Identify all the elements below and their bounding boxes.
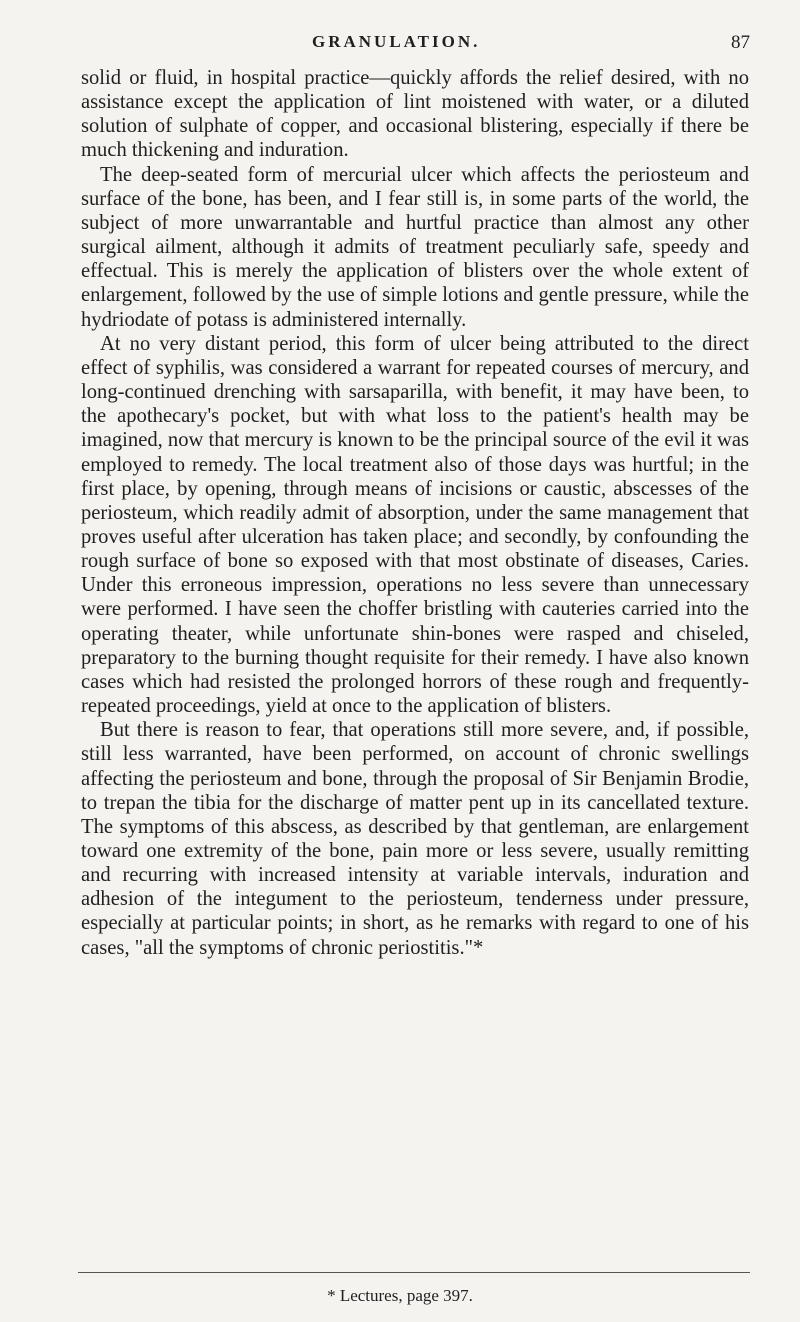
footnote-rule: [78, 1272, 750, 1273]
running-head: [0, 32, 800, 58]
page-number: 87: [731, 32, 750, 53]
footnote: * Lectures, page 397.: [327, 1286, 473, 1305]
paragraph: solid or fluid, in hospital practice—quickly affords the relief desired, with no assistance except the application of lint moistened with water, or a diluted solution of sulphate of copper, and occasional blistering, especially if there be much thickening and induration.: [81, 67, 749, 162]
paragraph: The deep-seated form of mercurial ulcer which affects the periosteum and surface of the bone, has been, and I fear still is, in some parts of the world, the subject of more unwarrantable and hurtful practice than almost any other surgical ailment, although it admits of treatment peculiarly safe, speedy and effectual. This is merely the application of blisters over the whole extent of enlargement, followed by the use of simple lotions and gentle pressure, while the hydriodate of potass is administered internally.: [81, 163, 749, 331]
paragraph: But there is reason to fear, that operations still more severe, and, if possible, still less warranted, have been performed, on account of chronic swellings affecting the periosteum and bone, through the proposal of Sir Benjamin Brodie, to trepan the tibia for the discharge of matter pent up in its cancellated texture. The symptoms of this abscess, as described by that gentleman, are enlargement toward one extremity of the bone, pain more or less severe, usually remitting and recurring with increased intensity at variable intervals, induration and adhesion of the integument to the periosteum, tenderness under pressure, especially at particular points; in short, as he remarks with regard to one of his cases, "all the symptoms of chronic periostitis."*: [81, 719, 749, 959]
body-text: [81, 66, 749, 960]
paragraph: At no very distant period, this form of ulcer being attributed to the direct effect of syphilis, was considered a warrant for repeated courses of mercury, and long-continued drenching with sarsaparilla, with benefit, it may have been, to the apothecary's pocket, but with what loss to the patient's health may be imagined, now that mercury is known to be the principal source of the evil it was employed to remedy. The local treatment also of those days was hurtful; in the first place, by opening, through means of incisions or caustic, abscesses of the periosteum, which readily admit of absorption, under the same management that proves useful after ulceration has taken place; and secondly, by confounding the rough surface of bone so exposed with that most obstinate of diseases, Caries. Under this erroneous impression, operations no less severe than unnecessary were performed. I have seen the choffer bristling with cauteries carried into the operating theater, while unfortunate shin-bones were rasped and chiseled, preparatory to the burning thought requisite for their remedy. I have also known cases which had resisted the prolonged horrors of these rough and frequently-repeated proceedings, yield at once to the application of blisters.: [81, 332, 749, 718]
running-head-title: GRANULATION.: [312, 32, 481, 51]
